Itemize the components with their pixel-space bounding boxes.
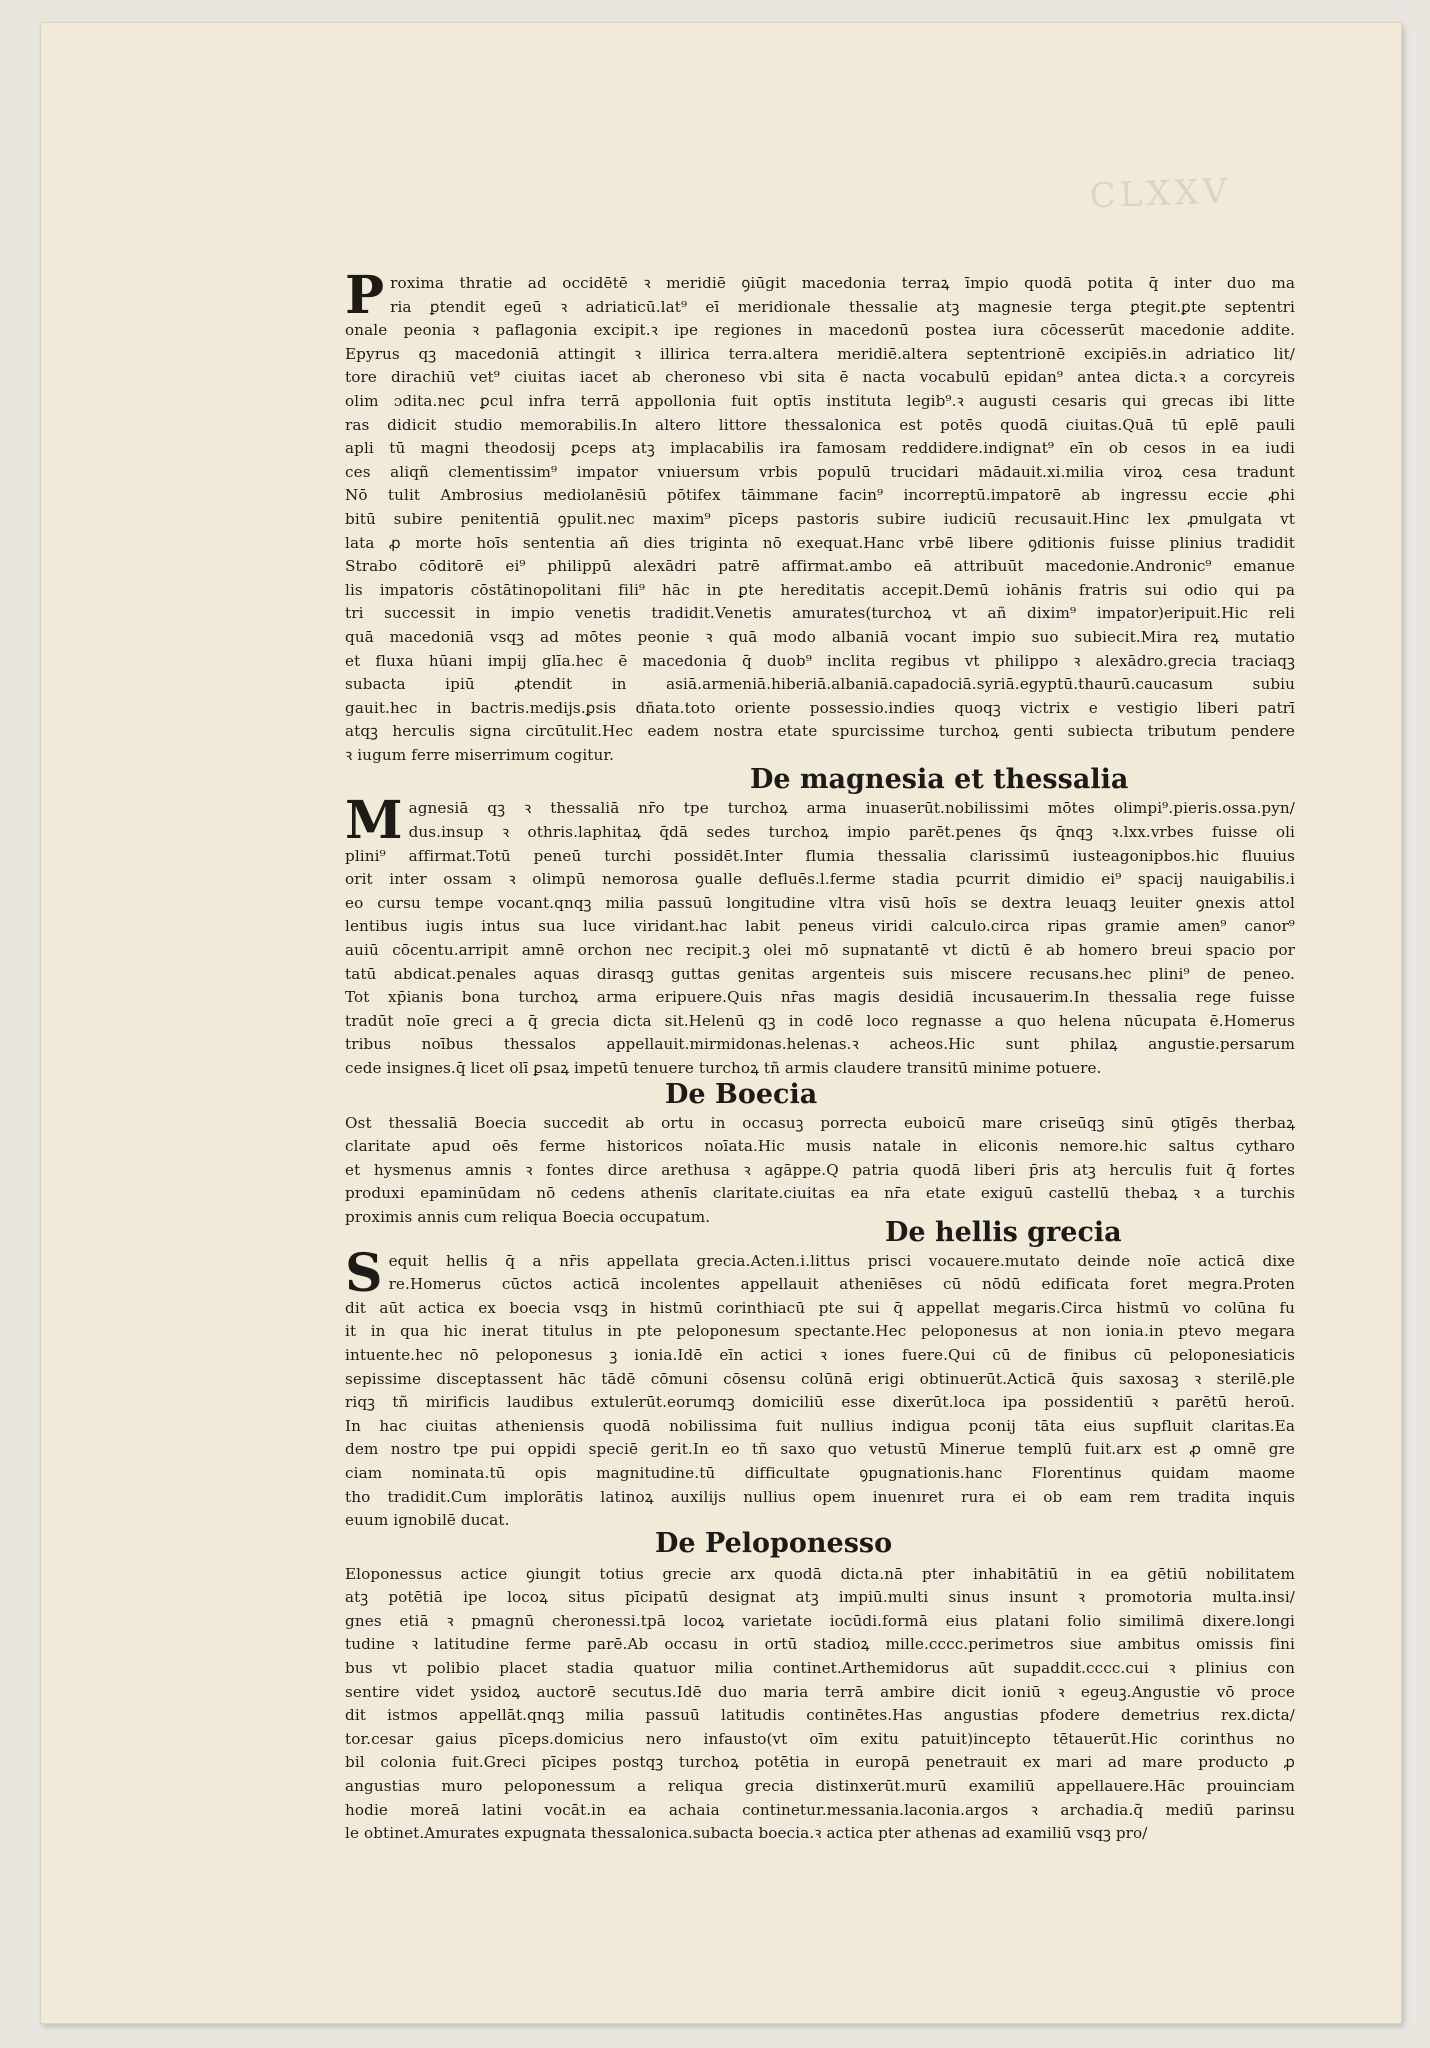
text-line: lata ꝓ morte hoīs sententia añ dies triginta nō exequat.Hanc vrbē libere ꝯditionis fuisse plinius tradidit <box>345 533 1295 552</box>
text-line: claritate apud oēs ferme historicos noīata.Hic musis natale in eliconis nemore.hic saltus cytharo <box>345 1137 1295 1156</box>
text-line: Strabo cōditorē ei⁹ philippū alexādri patrē affirmat.ambo eā attribuūt macedonie.Andronic⁹ emanue <box>345 557 1295 576</box>
section-hellis <box>345 1242 1295 1533</box>
text-line: subacta ipiū ꝓtendit in asiā.armeniā.hiberiā.albaniā.capadociā.syriā.egyptū.thaurū.caucasum subiu <box>345 675 1295 694</box>
text-line: tore dirachiū vet⁹ ciuitas iacet ab cheroneso vbi sita ē nacta vocabulū epidan⁹ antea dicta.ꝛ a corcyreis <box>345 368 1295 387</box>
text-line: sentire videt ysidoꝝ auctorē secutus.Idē duo maria terrā ambire dicit ioniū ꝛ egeuꝫ.Angustie vō proce <box>345 1682 1295 1701</box>
text-line: quā macedoniā vsqꝫ ad mōtes peonie ꝛ quā modo albaniā vocant impio suo subiecit.Mira reꝝ mutatio <box>345 627 1295 646</box>
text-line: bitū subire penitentiā ꝯpulit.nec maxim⁹ pīceps pastoris subire iudiciū recusauit.Hinc lex ꝓmulgata vt <box>345 509 1295 528</box>
text-line: apli tū magni theodosij ꝑceps atꝫ implacabilis ira famosam reddidere.indignat⁹ eīn ob cesos in ea iudi <box>345 439 1295 458</box>
text-line: equit hellis q̄ a nr̄is appellata grecia.Acten.i.littus prisci vocauere.mutato deinde noīe acticā dixe <box>388 1251 1295 1270</box>
text-line: gnes etiā ꝛ pmagnū cheronessi.tpā locoꝝ varietate iocūdi.formā eius platani folio similimā dixere.longi <box>345 1611 1295 1630</box>
text-column <box>345 265 1295 1843</box>
text-line: atꝫ potētiā ipe locoꝝ situs pīcipatū designat atꝫ impiū.multi sinus insunt ꝛ promotoria multa.insi/ <box>345 1588 1295 1607</box>
text-line: Tot xp̄ianis bona turchoꝝ arma eripuere.Quis nr̄as magis desidiā incusauerim.In thessalia rege fuisse <box>345 988 1295 1007</box>
text-line: intuente.hec nō peloponesus ꝫ ionia.Idē eīn actici ꝛ iones fuere.Qui cū de finibus cū peloponesiaticis <box>345 1345 1295 1364</box>
text-line: tri successit in impio venetis tradidit.Venetis amurates(turchoꝝ vt añ dixim⁹ impator)eripuit.Hic reli <box>345 604 1295 623</box>
text-line: roxima thratie ad occidētē ꝛ meridiē ꝯiūgit macedonia terraꝝ īmpio quodā potita q̄ inter duo ma <box>390 274 1295 292</box>
text-line: et hysmenus amnis ꝛ fontes dirce arethusa ꝛ agāppe.Q patria quodā liberi p̄ris atꝫ herculis fuit q̄ fortes <box>345 1160 1295 1179</box>
text-line: ras didicit studio memorabilis.In altero littore thessalonica est potēs quodā ciuitas.Quā tū eplē pauli <box>345 415 1295 434</box>
text-line: ciam nominata.tū opis magnitudine.tū difficultate ꝯpugnationis.hanc Florentinus quidam maome <box>345 1463 1295 1482</box>
text-line: re.Homerus cūctos acticā incolentes appellauit atheniēses cū nōdū edificata foret megra.Proten <box>388 1275 1295 1294</box>
heading-peloponesso: De Peloponesso <box>655 1527 893 1559</box>
text-line: Nō tulit Ambrosius mediolanēsiū pōtifex tāimmane facin⁹ incorreptū.impatorē ab ingressu eccie ꝓhi <box>345 486 1295 505</box>
text-line: tudine ꝛ latitudine ferme parē.Ab occasu in ortū stadioꝝ mille.cccc.perimetros siue ambitus omissis fini <box>345 1635 1295 1654</box>
text-line: ria ꝑtendit egeū ꝛ adriaticū.lat⁹ eī meridionale thessalie atꝫ magnesie terga ꝑtegit.ꝑte septentri <box>390 297 1295 316</box>
text-line: tradūt noīe greci a q̄ grecia dicta sit.Helenū qꝫ in codē loco regnasse a quo helena nūcupata ē.Homerus <box>345 1011 1295 1030</box>
text-line: bil colonia fuit.Greci pīcipes postqꝫ turchoꝝ potētia in europā penetrauit ex mari ad mare producto ꝓ <box>345 1753 1295 1772</box>
drop-initial-p: P <box>345 265 385 326</box>
text-line: lis impatoris cōstātinopolitani fili⁹ hāc in ꝑte hereditatis accepit.Demū iohānis fratris sui odio qui pa <box>345 580 1295 599</box>
text-line: tribus noībus thessalos appellauit.mirmidonas.helenas.ꝛ acheos.Hic sunt philaꝝ angustie.persarum <box>345 1035 1295 1054</box>
text-line: atqꝫ herculis signa circūtulit.Hec eadem nostra etate spurcissime turchoꝝ genti subiecta tributum pendere <box>345 722 1295 741</box>
text-line: it in qua hic inerat titulus in pte peloponesum spectante.Hec peloponesus at non ionia.in ptevo megara <box>345 1322 1295 1341</box>
text-line: onale peonia ꝛ paflagonia excipit.ꝛ ipe regiones in macedonū postea iura cōcesserūt macedonie addite. <box>345 321 1295 340</box>
text-line: euum ignobilē ducat. <box>345 1511 510 1530</box>
text-line: lentibus iugis intus sua luce viridant.hac labit peneus viridi calculo.circa ripas gramie amen⁹ canor⁹ <box>345 917 1295 936</box>
text-line: dit istmos appellāt.qnqꝫ milia passuū latitudis continētes.Has angustias pfodere demetrius rex.dicta/ <box>345 1706 1295 1725</box>
text-line: orit inter ossam ꝛ olimpū nemorosa ꝯualle defluēs.l.ferme stadia pcurrit dimidio ei⁹ spacij nauigabilis.i <box>345 870 1295 889</box>
section-magnesia <box>345 790 1295 1080</box>
text-line: auiū cōcentu.arripit amnē orchon nec recipit.ꝫ olei mō supnatantē vt dictū ē ab homero breui spacio por <box>345 941 1295 960</box>
text-line: gauit.hec in bactris.medijs.ꝑsis dñata.toto oriente possessio.indies quoqꝫ victrix e vestigio liberi patrī <box>345 698 1295 717</box>
paper-sheet <box>40 22 1402 2024</box>
text-line: hodie moreā latini vocāt.in ea achaia continetur.messania.laconia.argos ꝛ archadia.q̄ mediū parinsu <box>345 1800 1295 1819</box>
text-line: dit aūt actica ex boecia vsqꝫ in histmū corinthiacū pte sui q̄ appellat megaris.Circa histmū vo colūna fu <box>345 1298 1295 1317</box>
text-line: proximis annis cum reliqua Boecia occupatum. <box>345 1207 711 1226</box>
text-line: olim ɔdita.nec ꝑcul infra terrā appollonia fuit optīs instituta legib⁹.ꝛ augusti cesaris qui grecas ibi litte <box>345 391 1295 410</box>
text-line: Epyrus qꝫ macedoniā attingit ꝛ illirica terra.altera meridiē.altera septentrionē excipiēs.in adriatico lit/ <box>345 344 1295 363</box>
text-line: tatū abdicat.penales aquas dirasqꝫ guttas genitas argenteis suis miscere recusans.hec plini⁹ de peneo. <box>345 964 1295 983</box>
text-line: eo cursu tempe vocant.qnqꝫ milia passuū longitudine vltra visū hoīs se dextra leuaqꝫ leuiter ꝯnexis attol <box>345 893 1295 912</box>
text-line: sepissime disceptassent hāc tādē cōmuni cōsensu colūnā erigi obtinuerūt.Acticā q̄uis saxosaꝫ ꝛ sterilē.ple <box>345 1369 1295 1388</box>
text-line: dem nostro tpe pui oppidi speciē gerit.In eo tñ saxo quo vetustū Minerue templū fuit.arx est ꝓ omnē gre <box>345 1440 1295 1459</box>
text-line: ꝛ iugum ferre miserrimum cogitur. <box>345 745 615 764</box>
heading-hellis: De hellis grecia <box>885 1216 1122 1248</box>
text-line: ces aliqñ clementissim⁹ impator vniuersum vrbis populū trucidari mādauit.xi.milia viroꝝ cesa tradunt <box>345 462 1295 481</box>
text-line: Ost thessaliā Boecia succedit ab ortu in occasuꝫ porrecta euboicū mare criseūqꝫ sinū ꝯtīgēs therbaꝝ <box>345 1113 1295 1132</box>
text-line: plini⁹ affirmat.Totū peneū turchi possidēt.Inter flumia thessalia clarissimū iusteagonipbos.hic fluuius <box>345 846 1295 865</box>
text-line: tor.cesar gaius pīceps.domicius nero infausto(vt oīm exitu patuit)incepto tētauerūt.Hic corinthus no <box>345 1729 1295 1748</box>
text-line: tho tradidit.Cum implorātis latinoꝝ auxilijs nullius opem inuenıret rura ei ob eam rem tradita inquis <box>345 1487 1295 1506</box>
text-line: angustias muro peloponessum a reliqua grecia distinxerūt.murū examiliū appellauere.Hāc prouinciam <box>345 1777 1295 1796</box>
section-intro <box>345 265 1295 767</box>
drop-initial-m: M <box>345 790 403 852</box>
text-line: et fluxa hūani impij glīa.hec ē macedonia q̄ duob⁹ inclita regibus vt philippo ꝛ alexādro.grecia traciaqꝫ <box>345 651 1295 670</box>
text-line: In hac ciuitas atheniensis quodā nobilissima fuit nullius indigua pconij tāta eius supfluit claritas.Ea <box>345 1416 1295 1435</box>
heading-boecia: De Boecia <box>665 1078 818 1110</box>
text-line: produxi epaminūdam nō cedens athenīs claritate.ciuitas ea nr̄a etate exiguū castellū thebaꝝ ꝛ a turchis <box>345 1184 1295 1203</box>
text-line: bus vt polibio placet stadia quatuor milia continet.Arthemidorus aūt supaddit.cccc.cui ꝛ plinius con <box>345 1659 1295 1678</box>
text-line: agnesiā qꝫ ꝛ thessaliā nr̄o tpe turchoꝝ arma inuaserūt.nobilissimi mōtes olimpi⁹.pieris.ossa.pyn/ <box>408 799 1295 818</box>
text-line: dus.insup ꝛ othris.laphitaꝝ q̄dā sedes turchoꝝ impio parēt.penes q̄s q̄nqꝫ ꝛ.lxx.vrbes fuisse oli <box>408 823 1295 842</box>
drop-initial-s: S <box>345 1242 383 1304</box>
section-peloponesso <box>345 1563 1295 1846</box>
heading-magnesia: De magnesia et thessalia <box>750 764 1129 796</box>
section-boecia <box>345 1112 1295 1230</box>
text-line: riqꝫ tñ mirificis laudibus extulerūt.eorumqꝫ domiciliū esse dixerūt.loca ipa possidentiū ꝛ parētū heroū. <box>345 1393 1295 1412</box>
text-line: Eloponessus actice ꝯiungit totius grecie arx quodā dicta.nā pter inhabitātiū in ea gētiū nobilitatem <box>345 1564 1295 1583</box>
text-line: cede insignes.q̄ licet olī ꝑsaꝝ impetū tenuere turchoꝝ tñ armis claudere transitū minime potuere. <box>345 1059 1102 1077</box>
bleed-through-folio: CLXXV <box>1089 171 1232 217</box>
text-line: le obtinet.Amurates expugnata thessalonica.subacta boecia.ꝛ actica pter athenas ad examiliū vsqꝫ pro/ <box>345 1824 1148 1843</box>
